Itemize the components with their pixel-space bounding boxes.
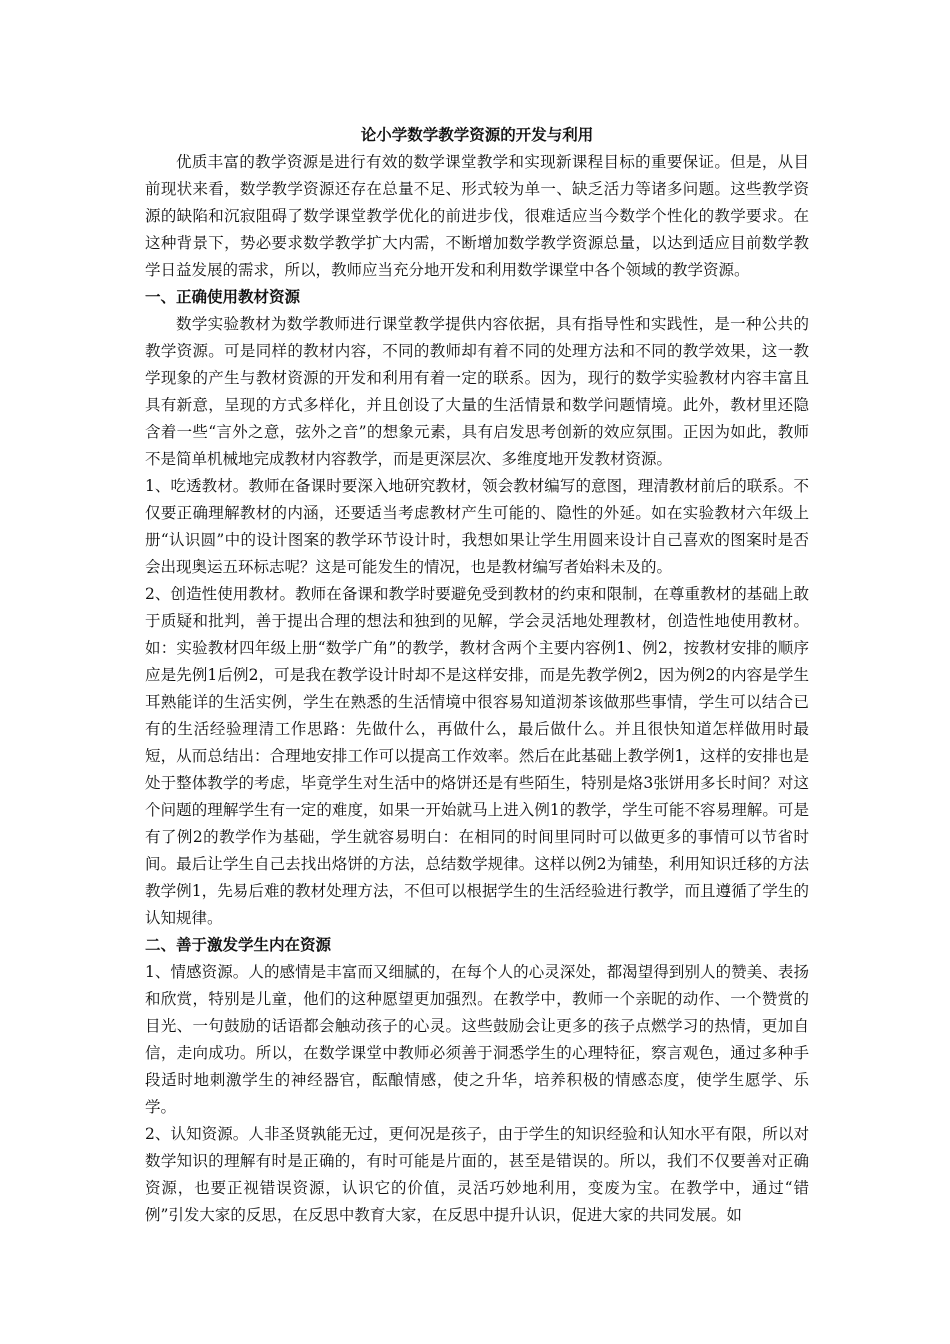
section-1-intro-paragraph: 数学实验教材为数学教师进行课堂教学提供内容依据，具有指导性和实践性，是一种公共的教学资源。可是同样的教材内容，不同的教师却有着不同的处理方法和不同的教学效果，这一教学现象的产生与教材资源的开发和利用有着一定的联系。因为，现行的数学实验教材内容丰富且具有新意，呈现的方式多样化，并且创设了大量的生活情景和数学问题情境。此外，教材里还隐含着一些“言外之意，弦外之音”的想象元素，具有启发思考创新的效应氛围。正因为如此，教师不是简单机械地完成教材内容教学，而是更深层次、多维度地开发教材资源。: [145, 315, 809, 468]
section-2-heading: 二、善于激发学生内在资源: [145, 936, 332, 954]
intro-paragraph: 优质丰富的教学资源是进行有效的数学课堂教学和实现新课程目标的重要保证。但是，从目前现状来看，数学教学资源还存在总量不足、形式较为单一、缺乏活力等诸多问题。这些教学资源的缺陷和沉寂阻碍了数学课堂教学优化的前进步伐，很难适应当今数学个性化的教学要求。在这种背景下，势必要求数学教学扩大内需，不断增加数学教学资源总量，以达到适应目前数学教学日益发展的需求，所以，教师应当充分地开发和利用数学课堂中各个领域的教学资源。: [145, 153, 809, 279]
section-2-paragraph-2: 2、认知资源。人非圣贤孰能无过，更何况是孩子，由于学生的知识经验和认知水平有限，所以对数学知识的理解有时是正确的，有时可能是片面的，甚至是错误的。所以，我们不仅要善对正确资源，也要正视错误资源，认识它的价值，灵活巧妙地利用，变废为宝。在教学中，通过“错例”引发大家的反思，在反思中教育大家，在反思中提升认识，促进大家的共同发展。如: [145, 1125, 809, 1224]
section-1-heading: 一、正确使用教材资源: [145, 288, 301, 306]
section-2-paragraph-1: 1、情感资源。人的感情是丰富而又细腻的，在每个人的心灵深处，都渴望得到别人的赞美、表扬和欣赏，特别是儿童，他们的这种愿望更加强烈。在教学中，教师一个亲昵的动作、一个赞赏的目光、一句鼓励的话语都会触动孩子的心灵。这些鼓励会让更多的孩子点燃学习的热情，更加自信，走向成功。所以，在数学课堂中教师必须善于洞悉学生的心理特征，察言观色，通过多种手段适时地刺激学生的神经器官，酝酿情感，使之升华，培养积极的情感态度，使学生愿学、乐学。: [145, 963, 809, 1116]
section-1-paragraph-2: 2、创造性使用教材。教师在备课和教学时要避免受到教材的约束和限制，在尊重教材的基础上敢于质疑和批判，善于提出合理的想法和独到的见解，学会灵活地处理教材，创造性地使用教材。如：实验教材四年级上册“数学广角”的教学，教材含两个主要内容例1、例2，按教材安排的顺序应是先例1后例2，可是我在教学设计时却不是这样安排，而是先教学例2，因为例2的内容是学生耳熟能详的生活实例，学生在熟悉的生活情境中很容易知道沏茶该做那些事情，学生可以结合已有的生活经验理清工作思路：先做什么，再做什么，最后做什么。并且很快知道怎样做用时最短，从而总结出：合理地安排工作可以提高工作效率。然后在此基础上教学例1，这样的安排也是处于整体教学的考虑，毕竟学生对生活中的烙饼还是有些陌生，特别是烙3张饼用多长时间？对这个问题的理解学生有一定的难度，如果一开始就马上进入例1的教学，学生可能不容易理解。可是有了例2的教学作为基础，学生就容易明白：在相同的时间里同时可以做更多的事情可以节省时间。最后让学生自己去找出烙饼的方法，总结数学规律。这样以例2为铺垫，利用知识迁移的方法教学例1，先易后难的教材处理方法，不但可以根据学生的生活经验进行教学，而且遵循了学生的认知规律。: [145, 585, 809, 927]
document-page: [145, 122, 809, 1229]
section-1-paragraph-1: 1、吃透教材。教师在备课时要深入地研究教材，领会教材编写的意图，理清教材前后的联系。不仅要正确理解教材的内涵，还要适当考虑教材产生可能的、隐性的外延。如在实验教材六年级上册“认识圆”中的设计图案的教学环节设计时，我想如果让学生用圆来设计自己喜欢的图案时是否会出现奥运五环标志呢？这是可能发生的情况，也是教材编写者始料未及的。: [145, 477, 809, 576]
document-title: 论小学数学教学资源的开发与利用: [360, 126, 594, 144]
